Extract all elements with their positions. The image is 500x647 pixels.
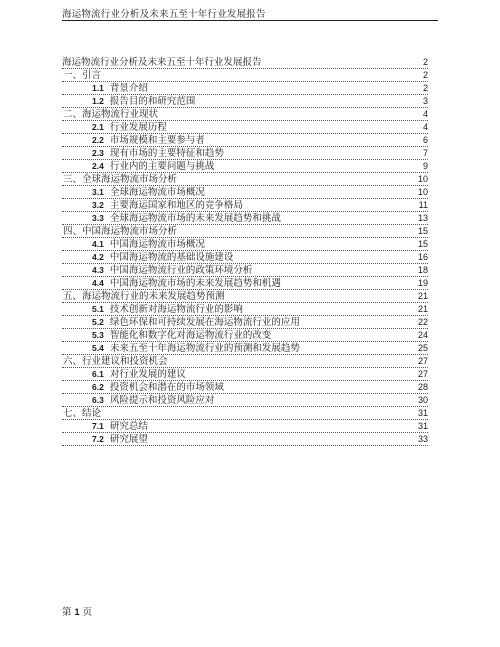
toc-entry-title <box>62 161 216 172</box>
header-divider <box>62 20 438 21</box>
toc-entry-title <box>62 239 207 250</box>
toc-entry-text: 市场规模和主要参与者 <box>109 135 205 146</box>
toc-entry-text: 报告目的和研究范围 <box>109 96 196 107</box>
footer-prefix: 第 <box>62 607 72 618</box>
toc-entry[interactable] <box>62 56 428 69</box>
toc-entry-page: 2 <box>422 83 428 93</box>
toc-entry-page: 22 <box>417 317 428 327</box>
toc-entry-page: 31 <box>417 421 428 431</box>
toc-entry-text: 行业发展历程 <box>109 122 167 133</box>
toc-entry-text: 海运物流行业分析及未来五至十年行业发展报告 <box>62 57 262 68</box>
toc-entry-page: 7 <box>422 148 428 158</box>
toc-entry-title <box>62 278 283 289</box>
toc-entry-title <box>62 148 226 159</box>
toc-entry-page: 2 <box>422 57 428 67</box>
toc-entry-text: 中国海运物流市场概况 <box>109 239 205 250</box>
toc-entry-page: 30 <box>417 395 428 405</box>
toc-entry-text: 主要海运国家和地区的竞争格局 <box>109 200 243 211</box>
toc-entry-text: 智能化和数字化对海运物流行业的改变 <box>109 330 272 341</box>
toc-entry-page: 9 <box>422 161 428 171</box>
toc-entry-page: 21 <box>417 304 428 314</box>
toc-entry[interactable] <box>62 199 428 212</box>
toc-entry-title <box>62 226 179 237</box>
toc-entry[interactable] <box>62 82 428 95</box>
toc-entry[interactable] <box>62 95 428 108</box>
toc-entry[interactable] <box>62 69 428 82</box>
toc-entry-page: 15 <box>417 239 428 249</box>
toc-entry[interactable] <box>62 394 428 407</box>
toc-entry-page: 10 <box>417 174 428 184</box>
toc-entry-text: 对行业发展的建议 <box>109 369 186 380</box>
toc-entry-text: 风险提示和投资风险应对 <box>109 395 215 406</box>
toc-entry-page: 24 <box>417 330 428 340</box>
toc-entry-page: 19 <box>417 278 428 288</box>
toc-entry-number: 6.1 <box>92 369 104 379</box>
toc-entry[interactable] <box>62 368 428 381</box>
toc-entry-text: 中国海运物流的基础设施建设 <box>109 252 234 263</box>
toc-entry-page: 16 <box>417 252 428 262</box>
toc-entry-page: 4 <box>422 122 428 132</box>
toc-entry-text: 七、结论 <box>63 408 102 419</box>
toc-entry-page: 27 <box>417 356 428 366</box>
toc-entry-title <box>62 83 150 94</box>
toc-entry[interactable] <box>62 264 428 277</box>
toc-entry[interactable] <box>62 121 428 134</box>
toc-entry-page: 2 <box>422 70 428 80</box>
toc-entry-page: 21 <box>417 291 428 301</box>
toc-entry-number: 1.2 <box>92 96 104 106</box>
toc-entry-title <box>62 96 197 107</box>
toc-entry[interactable] <box>62 173 428 186</box>
toc-entry-number: 2.1 <box>92 122 104 132</box>
toc-entry[interactable] <box>62 160 428 173</box>
toc-entry-number: 4.3 <box>92 265 104 275</box>
toc-entry-title <box>62 369 188 380</box>
toc-entry-number: 1.1 <box>92 83 104 93</box>
toc-entry-text: 中国海运物流市场的未来发展趋势和机遇 <box>109 278 281 289</box>
toc-entry-text: 研究展望 <box>109 434 148 445</box>
toc-entry-text: 研究总结 <box>109 421 148 432</box>
toc-entry-title <box>62 395 216 406</box>
toc-entry[interactable] <box>62 342 428 355</box>
toc-entry[interactable] <box>62 355 428 368</box>
toc-entry-title <box>62 252 235 263</box>
toc-entry[interactable] <box>62 251 428 264</box>
toc-entry-number: 5.1 <box>92 304 104 314</box>
toc-entry-title <box>62 187 207 198</box>
toc-entry[interactable] <box>62 420 428 433</box>
toc-entry-text: 未来五至十年海运物流行业的预测和发展趋势 <box>109 343 300 354</box>
toc-entry-page: 28 <box>417 382 428 392</box>
toc-entry-number: 3.3 <box>92 213 104 223</box>
toc-entry-page: 11 <box>418 200 428 210</box>
table-of-contents <box>62 56 428 446</box>
toc-entry-page: 4 <box>422 109 428 119</box>
toc-entry-title <box>62 408 103 419</box>
toc-entry-title <box>62 122 169 133</box>
toc-entry[interactable] <box>62 277 428 290</box>
toc-entry-text: 行业内的主要问题与挑战 <box>109 161 215 172</box>
toc-entry-number: 4.2 <box>92 252 104 262</box>
toc-entry-title <box>62 109 160 120</box>
page-footer <box>62 604 92 618</box>
toc-entry-text: 全球海运物流市场概况 <box>109 187 205 198</box>
toc-entry-text: 四、中国海运物流市场分析 <box>63 226 178 237</box>
toc-entry[interactable] <box>62 433 428 446</box>
toc-entry-text: 全球海运物流市场的未来发展趋势和挑战 <box>109 213 281 224</box>
toc-entry-page: 33 <box>417 434 428 444</box>
toc-entry-page: 6 <box>422 135 428 145</box>
toc-entry-number: 2.3 <box>92 148 104 158</box>
toc-entry-number: 5.3 <box>92 330 104 340</box>
toc-entry-title <box>62 265 254 276</box>
toc-entry-text: 投资机会和潜在的市场领域 <box>109 382 224 393</box>
toc-entry-title <box>62 135 207 146</box>
toc-entry-number: 2.2 <box>92 135 104 145</box>
toc-entry-page: 31 <box>417 408 428 418</box>
toc-entry-page: 15 <box>417 226 428 236</box>
toc-entry-number: 7.2 <box>92 434 104 444</box>
toc-entry[interactable] <box>62 316 428 329</box>
toc-entry-title <box>62 174 179 185</box>
toc-entry-text: 绿色环保和可持续发展在海运物流行业的应用 <box>109 317 300 328</box>
toc-entry[interactable] <box>62 186 428 199</box>
footer-page-number: 1 <box>74 607 80 617</box>
toc-entry-number: 3.1 <box>92 187 104 197</box>
toc-entry-number: 5.2 <box>92 317 104 327</box>
toc-entry-number: 6.3 <box>92 395 104 405</box>
toc-entry[interactable] <box>62 212 428 225</box>
toc-entry-number: 7.1 <box>92 421 104 431</box>
toc-entry[interactable] <box>62 238 428 251</box>
toc-entry-page: 25 <box>417 343 428 353</box>
toc-entry-title <box>62 421 150 432</box>
toc-entry-page: 13 <box>417 213 428 223</box>
toc-entry-number: 4.4 <box>92 278 104 288</box>
toc-entry[interactable] <box>62 290 428 303</box>
toc-entry-number: 6.2 <box>92 382 104 392</box>
footer-suffix: 页 <box>82 607 93 618</box>
toc-entry-title <box>62 434 150 445</box>
toc-entry[interactable] <box>62 225 428 238</box>
toc-entry-title <box>62 382 226 393</box>
toc-entry-page: 3 <box>422 96 428 106</box>
toc-entry-text: 背景介绍 <box>109 83 148 94</box>
toc-entry-text: 六、行业建议和投资机会 <box>63 356 168 367</box>
toc-entry[interactable] <box>62 147 428 160</box>
toc-entry[interactable] <box>62 303 428 316</box>
toc-entry-text: 三、全球海运物流市场分析 <box>63 174 178 185</box>
toc-entry-text: 现有市场的主要特征和趋势 <box>109 148 224 159</box>
toc-entry[interactable] <box>62 134 428 147</box>
toc-entry-page: 10 <box>417 187 428 197</box>
toc-entry-title <box>62 317 302 328</box>
toc-entry-number: 2.4 <box>92 161 104 171</box>
toc-entry-text: 二、海运物流行业现状 <box>63 109 159 120</box>
toc-entry-number: 3.2 <box>92 200 104 210</box>
toc-entry-page: 18 <box>417 265 428 275</box>
toc-entry-text: 一、引言 <box>63 70 102 81</box>
toc-entry-text: 技术创新对海运物流行业的影响 <box>109 304 243 315</box>
toc-entry[interactable] <box>62 329 428 342</box>
toc-entry-title <box>62 70 103 81</box>
toc-entry-title <box>62 57 264 68</box>
page-header-title: 海运物流行业分析及未来五至十年行业发展报告 <box>62 9 266 20</box>
toc-entry-title <box>62 356 170 367</box>
toc-entry[interactable] <box>62 407 428 420</box>
toc-entry-title <box>62 200 245 211</box>
toc-entry-text: 五、海运物流行业的未来发展趋势预测 <box>63 291 225 302</box>
toc-entry-title <box>62 330 273 341</box>
toc-entry-text: 中国海运物流行业的政策环境分析 <box>109 265 253 276</box>
toc-entry-title <box>62 343 302 354</box>
toc-entry-title <box>62 291 227 302</box>
toc-entry-number: 4.1 <box>92 239 104 249</box>
toc-entry-title <box>62 304 245 315</box>
toc-entry-title <box>62 213 283 224</box>
toc-entry-number: 5.4 <box>92 343 104 353</box>
toc-entry[interactable] <box>62 381 428 394</box>
toc-entry[interactable] <box>62 108 428 121</box>
toc-entry-page: 27 <box>417 369 428 379</box>
